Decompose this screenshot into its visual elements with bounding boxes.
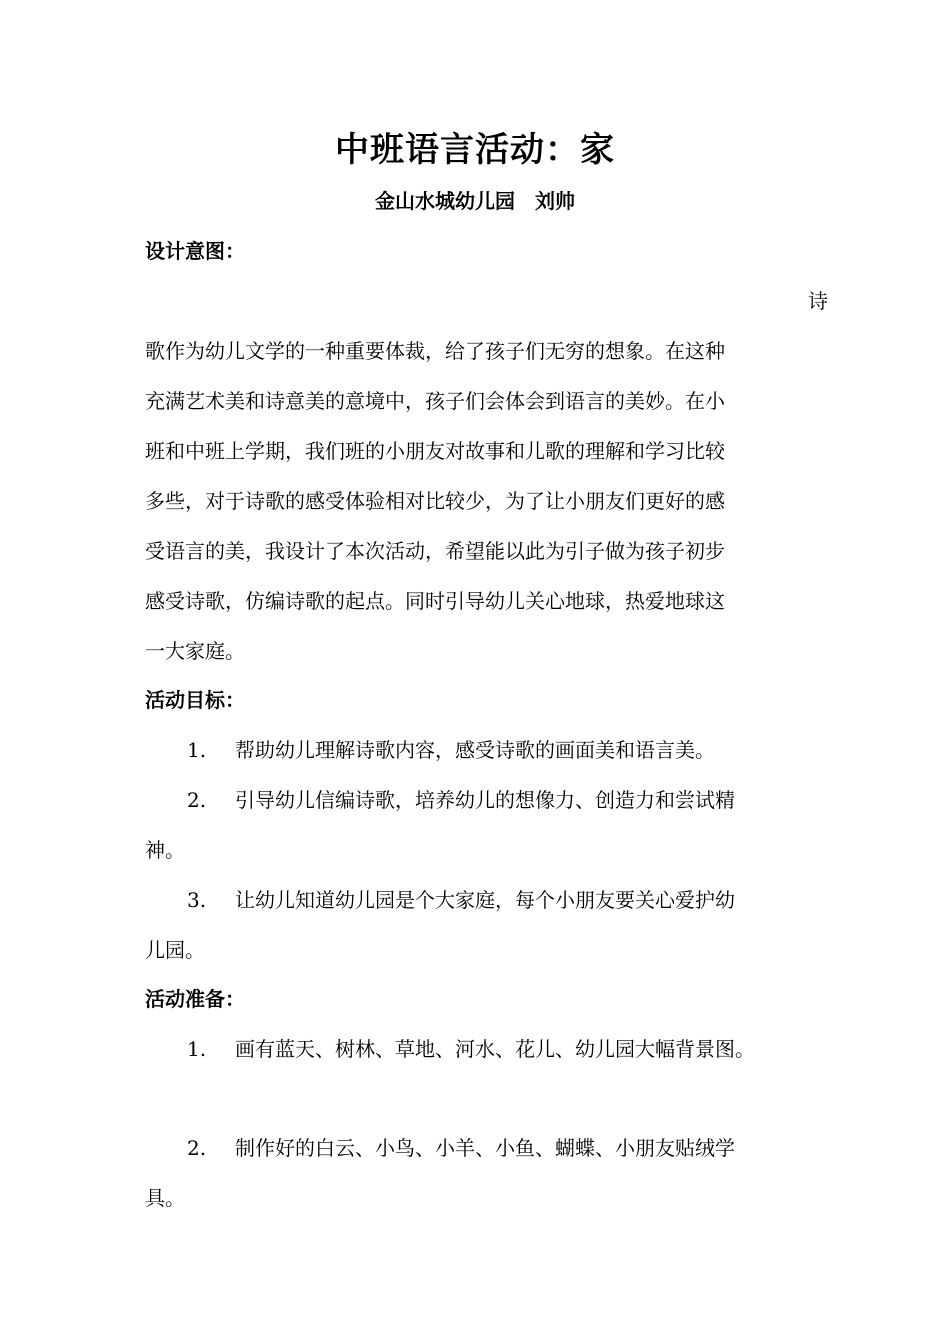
list-item (187, 735, 715, 765)
section-heading-activity-goals: 活动目标： (145, 688, 245, 712)
list-item-number: 2. (187, 788, 207, 812)
list-item-text: 画有蓝天、树林、草地、河水、花儿、幼儿园大幅背景图。 (235, 1037, 755, 1061)
list-item-number: 2. (187, 1136, 207, 1160)
paragraph-first-char: 诗 (808, 289, 828, 313)
list-item-text: 让幼儿知道幼儿园是个大家庭，每个小朋友要关心爱护幼 (235, 888, 735, 912)
list-item (187, 785, 735, 815)
list-item-continuation: 儿园。 (145, 938, 205, 962)
list-item-continuation: 神。 (145, 838, 185, 862)
list-item-number: 1. (187, 1037, 207, 1061)
list-item-text: 引导幼儿信编诗歌，培养幼儿的想像力、创造力和尝试精 (235, 788, 735, 812)
list-item-text: 制作好的白云、小鸟、小羊、小鱼、蝴蝶、小朋友贴绒学 (235, 1136, 735, 1160)
paragraph-line: 充满艺术美和诗意美的意境中，孩子们会体会到语言的美妙。在小 (145, 389, 725, 413)
section-heading-activity-prep: 活动准备： (145, 987, 245, 1011)
paragraph-line: 感受诗歌，仿编诗歌的起点。同时引导幼儿关心地球，热爱地球这 (145, 589, 725, 613)
section-heading-design-intent: 设计意图： (145, 239, 245, 263)
paragraph-line: 班和中班上学期，我们班的小朋友对故事和儿歌的理解和学习比较 (145, 439, 725, 463)
paragraph-line: 多些，对于诗歌的感受体验相对比较少，为了让小朋友们更好的感 (145, 489, 725, 513)
list-item (187, 885, 735, 915)
list-item-number: 1. (187, 738, 207, 762)
list-item-number: 3. (187, 888, 207, 912)
paragraph-line: 受语言的美，我设计了本次活动，希望能以此为引子做为孩子初步 (145, 539, 725, 563)
document-subtitle: 金山水城幼儿园 刘帅 (375, 189, 575, 213)
document-title: 中班语言活动：家 (335, 130, 615, 170)
paragraph-line: 歌作为幼儿文学的一种重要体裁，给了孩子们无穷的想象。在这种 (145, 339, 725, 363)
paragraph-line: 一大家庭。 (145, 639, 245, 663)
list-item (187, 1034, 755, 1064)
list-item (187, 1133, 735, 1163)
list-item-text: 帮助幼儿理解诗歌内容，感受诗歌的画面美和语言美。 (235, 738, 715, 762)
list-item-continuation: 具。 (145, 1186, 185, 1210)
